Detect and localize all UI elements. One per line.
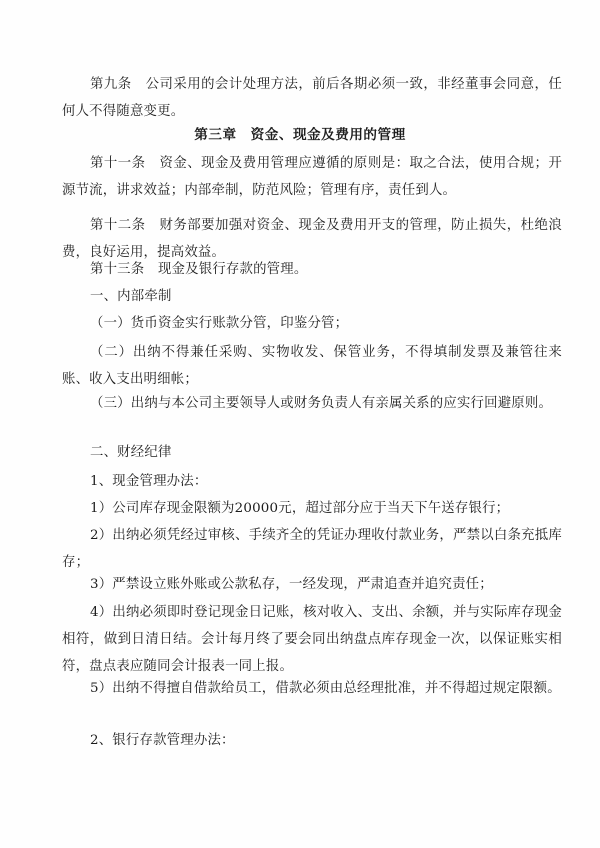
article-12: 第十二条 财务部要加强对资金、现金及费用开支的管理，防止损失，杜绝浪费，良好运用，提高效益。 [62,218,562,260]
cash-rule-5: 5）出纳不得擅自借款给员工，借款必须由总经理批准，并不得超过规定限额。 [90,681,561,696]
cash-rule-3: 3）严禁设立账外账或公款私存，一经发现，严肃追查并追究责任； [90,577,493,592]
section-internal-control: 一、内部牵制 [90,289,172,304]
article-13: 第十三条 现金及银行存款的管理。 [90,262,308,277]
article-11: 第十一条 资金、现金及费用管理应遵循的原则是：取之合法，使用合规；开源节流，讲求效益；内部牵制，防范风险；管理有序，责任到人。 [62,156,562,198]
section-financial-discipline: 二、财经纪律 [90,445,172,460]
item-1-3: （三）出纳与本公司主要领导人或财务负责人有亲属关系的应实行回避原则。 [90,396,553,411]
chapter-3-heading: 第三章 资金、现金及费用的管理 [194,127,406,143]
cash-rule-4: 4）出纳必须即时登记现金日记账，核对收入、支出、余额，并与实际库存现金相符，做到日清日结。会计每月终了要会同出纳盘点库存现金一次，以保证账实相符，盘点表应随同会计报表一同上报。 [62,605,562,674]
article-9: 第九条 公司采用的会计处理方法，前后各期必须一致，非经董事会同意，任何人不得随意变更。 [62,77,562,119]
item-1-2: （二）出纳不得兼任采购、实物收发、保管业务，不得填制发票及兼管往来账、收入支出明细帐； [62,345,562,387]
cash-management-heading: 1、现金管理办法： [90,474,208,489]
cash-rule-2: 2）出纳必须凭经过审核、手续齐全的凭证办理收付款业务，严禁以白条充抵库存； [62,528,562,570]
bank-deposit-heading: 2、银行存款管理办法： [90,733,235,748]
item-1-1: （一）货币资金实行账款分管，印鉴分管； [90,316,349,331]
cash-rule-1: 1）公司库存现金限额为20000元，超过部分应于当天下午送存银行； [90,501,510,516]
